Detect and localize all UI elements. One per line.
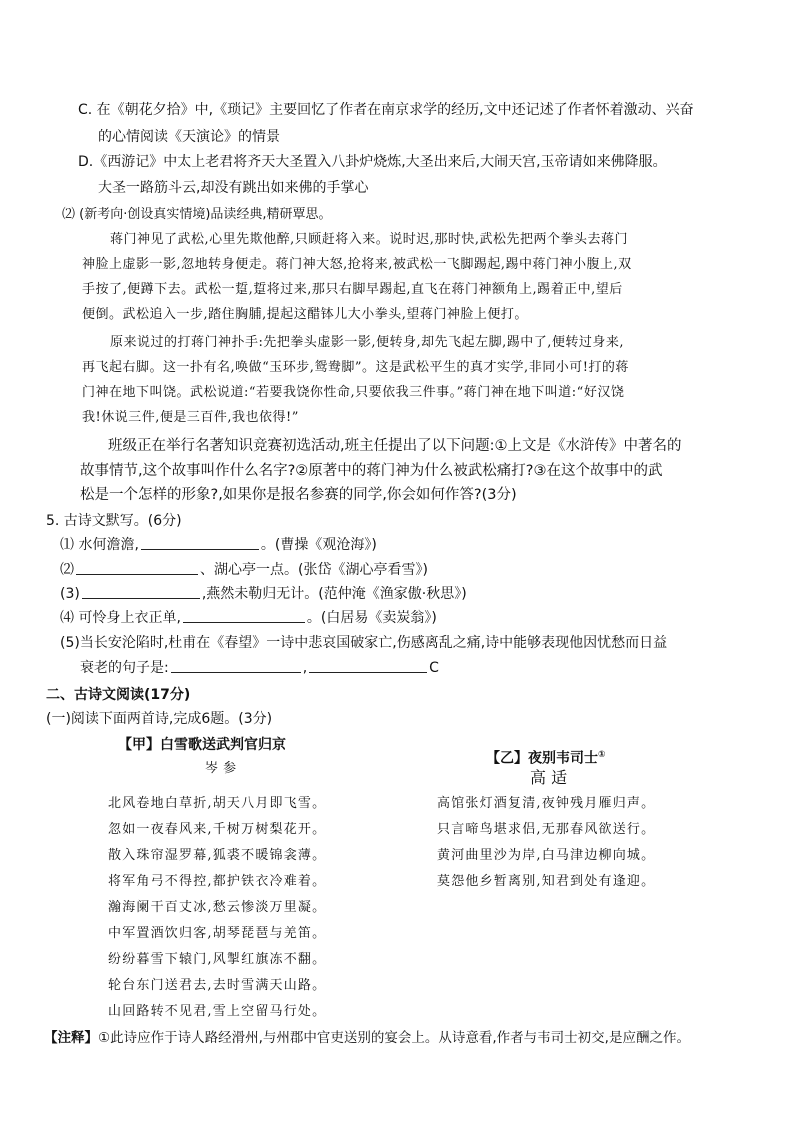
poem-a-line: 中军置酒饮归客,胡琴琵琶与羌笛。 xyxy=(108,926,327,941)
poem-a-line: 忽如一夜春风来,千树万树梨花开。 xyxy=(108,822,327,837)
passage-2-line: 原来说过的打蒋门神扑手:先把拳头虚影一影,便转身,却先飞起左脚,踢中了,便转过身来, xyxy=(110,335,625,350)
answer-blank[interactable] xyxy=(309,658,427,673)
answer-blank[interactable] xyxy=(76,560,198,575)
question-2-task-line: 松是一个怎样的形象?,如果你是报名参赛的同学,你会如何作答?(3分) xyxy=(80,487,517,503)
passage-1-line: 蒋门神见了武松,心里先欺他醉,只顾赶将入来。说时迟,那时快,武松先把两个拳头去蒋门 xyxy=(110,232,629,247)
recitation-item-4: ⑷ 可怜身上衣正单, 。(白居易《卖炭翁》) xyxy=(60,610,437,626)
passage-1-line: 手按了,便蹲下去。武松一踅,踅将过来,那只右脚早踢起,直飞在蒋门神额角上,踢着正中,望后 xyxy=(82,282,623,297)
footnote-marker: ① xyxy=(598,750,606,760)
poem-b-author: 高 适 xyxy=(530,768,568,787)
recitation-item-5-line2: 衰老的句子是: , C xyxy=(80,660,439,676)
answer-blank[interactable] xyxy=(171,658,301,673)
section-2-heading: 二、古诗文阅读(17分) xyxy=(46,687,191,703)
poem-a-author: 岑 参 xyxy=(205,761,237,776)
annotation xyxy=(44,1028,690,1048)
passage-2-line: 再飞起右脚。这一扑有名,唤做“玉环步,鸳鸯脚”。这是武松平生的真才实学,非同小可!打的蒋 xyxy=(82,360,629,375)
section-2-subheading: (一)阅读下面两首诗,完成6题。(3分) xyxy=(46,711,273,727)
question-5-heading: 5. 古诗文默写。(6分) xyxy=(46,513,182,529)
poem-a-line: 纷纷暮雪下辕门,风掣红旗冻不翻。 xyxy=(108,952,327,967)
poem-b-line: 高馆张灯酒复清,夜钟残月雁归声。 xyxy=(437,796,656,811)
poem-a-line: 山回路转不见君,雪上空留马行处。 xyxy=(108,1004,327,1019)
annotation-label: 【注释】 xyxy=(44,1030,98,1046)
poem-a-title: 【甲】白雪歌送武判官归京 xyxy=(118,737,286,753)
question-2-task-line: 故事情节,这个故事叫作什么名字?②原著中的蒋门神为什么被武松痛打?③在这个故事中的武 xyxy=(80,463,663,479)
poem-a-line: 轮台东门送君去,去时雪满天山路。 xyxy=(108,978,327,993)
poem-b-line: 只言啼鸟堪求侣,无那春风欲送行。 xyxy=(437,822,656,837)
option-d-line1: D.《西游记》中太上老君将齐天大圣置入八卦炉烧炼,大圣出来后,大闹天宫,玉帝请如来佛降服。 xyxy=(78,154,667,170)
passage-2-line: 门神在地下叫饶。武松说道:“若要我饶你性命,只要依我三件事。”蒋门神在地下叫道:“好汉饶 xyxy=(82,385,625,400)
option-d-line2: 大圣一路筋斗云,却没有跳出如来佛的手掌心 xyxy=(98,180,369,196)
question-2-heading: ⑵ (新考向·创设真实情境)品读经典,精研覃思。 xyxy=(62,207,332,222)
poem-b-line: 莫怨他乡暂离别,知君到处有逢迎。 xyxy=(437,874,656,889)
poem-a-line: 散入珠帘湿罗幕,狐裘不暖锦衾薄。 xyxy=(108,848,327,863)
passage-1-line: 便倒。武松追入一步,踏住胸脯,提起这醋钵儿大小拳头,望蒋门神脸上便打。 xyxy=(82,307,528,322)
answer-blank[interactable] xyxy=(141,535,259,550)
poem-b-title: 【乙】夜别韦司士① xyxy=(486,750,606,767)
recitation-item-2: ⑵ 、湖心亭一点。(张岱《湖心亭看雪》) xyxy=(60,562,428,578)
poem-a-line: 北风卷地白草折,胡天八月即飞雪。 xyxy=(108,796,327,811)
poem-b-line: 黄河曲里沙为岸,白马津边柳向城。 xyxy=(437,848,656,863)
passage-2-line: 我!休说三件,便是三百件,我也依得!” xyxy=(82,410,299,425)
poem-a-line: 将军角弓不得控,都护铁衣冷难着。 xyxy=(108,874,327,889)
option-c-line2: 的心情阅读《天演论》的情景 xyxy=(98,129,280,145)
question-2-task-line: 班级正在举行名著知识竞赛初选活动,班主任提出了以下问题:①上文是《水浒传》中著名的 xyxy=(108,438,682,454)
answer-blank[interactable] xyxy=(82,584,200,599)
annotation-text: ①此诗应作于诗人路经滑州,与州郡中官吏送别的宴会上。从诗意看,作者与韦司士初交,是应酬之作。 xyxy=(98,1030,690,1046)
passage-1-line: 神脸上虚影一影,忽地转身便走。蒋门神大怒,抢将来,被武松一飞脚踢起,踢中蒋门神小腹上,双 xyxy=(82,257,632,272)
recitation-item-5-line1: (5)当长安沦陷时,杜甫在《春望》一诗中悲哀国破家亡,伤感离乱之痛,诗中能够表现他因忧愁而日益 xyxy=(60,635,668,651)
poem-a-line: 瀚海阑干百丈冰,愁云惨淡万里凝。 xyxy=(108,900,327,915)
answer-blank[interactable] xyxy=(183,608,305,623)
option-c-line1: C. 在《朝花夕拾》中,《琐记》主要回忆了作者在南京求学的经历,文中还记述了作者怀着激动、兴奋 xyxy=(78,102,694,118)
recitation-item-3: (3) ,燕然未勒归无计。(范仲淹《渔家傲·秋思》) xyxy=(60,586,467,602)
recitation-item-1: ⑴ 水何澹澹, 。(曹操《观沧海》) xyxy=(60,537,377,553)
